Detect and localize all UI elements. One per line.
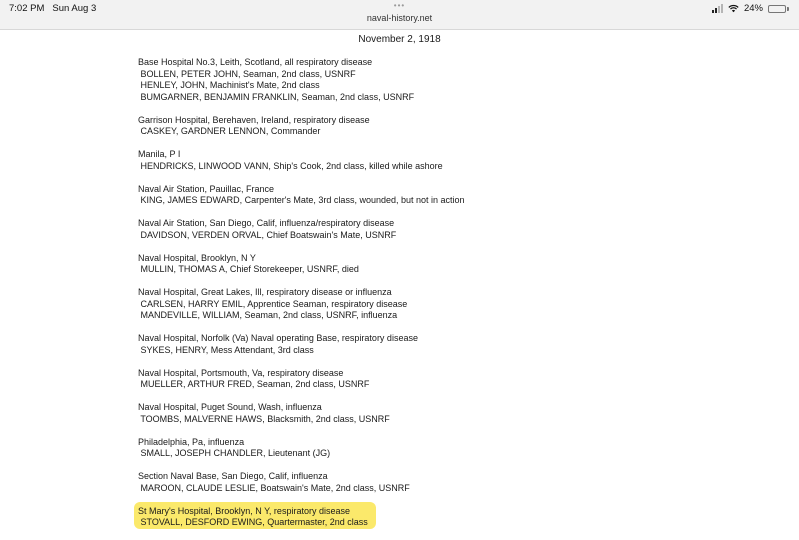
entry-location: Manila, P I xyxy=(138,149,181,159)
casualty-entry xyxy=(138,57,738,103)
entry-person: CARLSEN, HARRY EMIL, Apprentice Seaman, respiratory disease xyxy=(138,298,408,309)
url-text[interactable]: naval-history.net xyxy=(366,13,433,23)
entry-person: MAROON, CLAUDE LESLIE, Boatswain's Mate, 2nd class, USNRF xyxy=(138,482,410,493)
entry-person: HENDRICKS, LINWOOD VANN, Ship's Cook, 2nd class, killed while ashore xyxy=(138,160,443,171)
casualty-entry xyxy=(138,149,738,172)
entry-person: HENLEY, JOHN, Machinist's Mate, 2nd class xyxy=(138,80,320,90)
page-title: November 2, 1918 xyxy=(358,34,441,45)
entry-location: Naval Hospital, Puget Sound, Wash, influenza xyxy=(138,402,322,412)
casualty-entry xyxy=(138,402,738,425)
entry-location: Naval Hospital, Norfolk (Va) Naval operating Base, respiratory disease xyxy=(138,333,418,343)
status-bar xyxy=(0,0,799,30)
entry-location: St Mary's Hospital, Brooklyn, N Y, respiratory disease xyxy=(138,505,350,516)
entry-person: MUELLER, ARTHUR FRED, Seaman, 2nd class, USNRF xyxy=(138,379,370,389)
entry-location: Naval Hospital, Portsmouth, Va, respiratory disease xyxy=(138,367,344,378)
entry-person: MANDEVILLE, WILLIAM, Seaman, 2nd class, USNRF, influenza xyxy=(138,310,398,320)
casualty-entry xyxy=(138,115,738,138)
status-time: 7:02 PM xyxy=(9,3,45,14)
casualty-entry xyxy=(138,253,738,276)
entry-person: TOOMBS, MALVERNE HAWS, Blacksmith, 2nd class, USNRF xyxy=(138,413,390,424)
entry-location: Garrison Hospital, Berehaven, Ireland, respiratory disease xyxy=(138,114,370,125)
battery-icon xyxy=(768,5,789,13)
wifi-icon xyxy=(728,4,739,13)
entry-person: KING, JAMES EDWARD, Carpenter's Mate, 3rd class, wounded, but not in action xyxy=(138,195,465,205)
entry-location: Naval Air Station, Pauillac, France xyxy=(138,183,275,194)
casualty-entry xyxy=(138,218,738,241)
cellular-signal-icon xyxy=(712,4,723,13)
entry-location: Naval Air Station, San Diego, Calif, influenza/respiratory disease xyxy=(138,218,395,228)
entry-person: MULLIN, THOMAS A, Chief Storekeeper, USNRF, died xyxy=(138,264,359,274)
entry-person: STOVALL, DESFORD EWING, Quartermaster, 2nd class xyxy=(138,517,368,527)
casualty-entry xyxy=(138,333,738,356)
entry-location: Section Naval Base, San Diego, Calif, influenza xyxy=(138,471,328,481)
entry-person: CASKEY, GARDNER LENNON, Commander xyxy=(138,126,321,136)
status-right xyxy=(712,3,789,14)
entry-location: Base Hospital No.3, Leith, Scotland, all respiratory disease xyxy=(138,57,373,67)
battery-percent: 24% xyxy=(743,3,763,14)
entry-location: Philadelphia, Pa, influenza xyxy=(138,436,245,447)
casualty-entry xyxy=(138,471,738,494)
entry-person: SMALL, JOSEPH CHANDLER, Lieutenant (JG) xyxy=(138,448,331,458)
entry-location: Naval Hospital, Brooklyn, N Y xyxy=(138,252,256,263)
status-date: Sun Aug 3 xyxy=(52,3,97,14)
address-bar[interactable] xyxy=(0,2,799,23)
casualty-entry xyxy=(138,506,738,529)
entry-person: BOLLEN, PETER JOHN, Seaman, 2nd class, USNRF xyxy=(138,68,356,79)
casualty-entry xyxy=(138,437,738,460)
entry-person: BUMGARNER, BENJAMIN FRANKLIN, Seaman, 2nd class, USNRF xyxy=(138,91,415,102)
casualty-entry xyxy=(138,368,738,391)
casualty-entry xyxy=(138,287,738,322)
casualty-entry xyxy=(138,184,738,207)
entry-person: DAVIDSON, VERDEN ORVAL, Chief Boatswain's Mate, USNRF xyxy=(138,229,397,240)
more-dots-icon[interactable]: ••• xyxy=(393,1,406,10)
casualty-list xyxy=(138,57,738,540)
entry-person: SYKES, HENRY, Mess Attendant, 3rd class xyxy=(138,344,314,355)
entry-location: Naval Hospital, Great Lakes, Ill, respiratory disease or influenza xyxy=(138,287,392,297)
